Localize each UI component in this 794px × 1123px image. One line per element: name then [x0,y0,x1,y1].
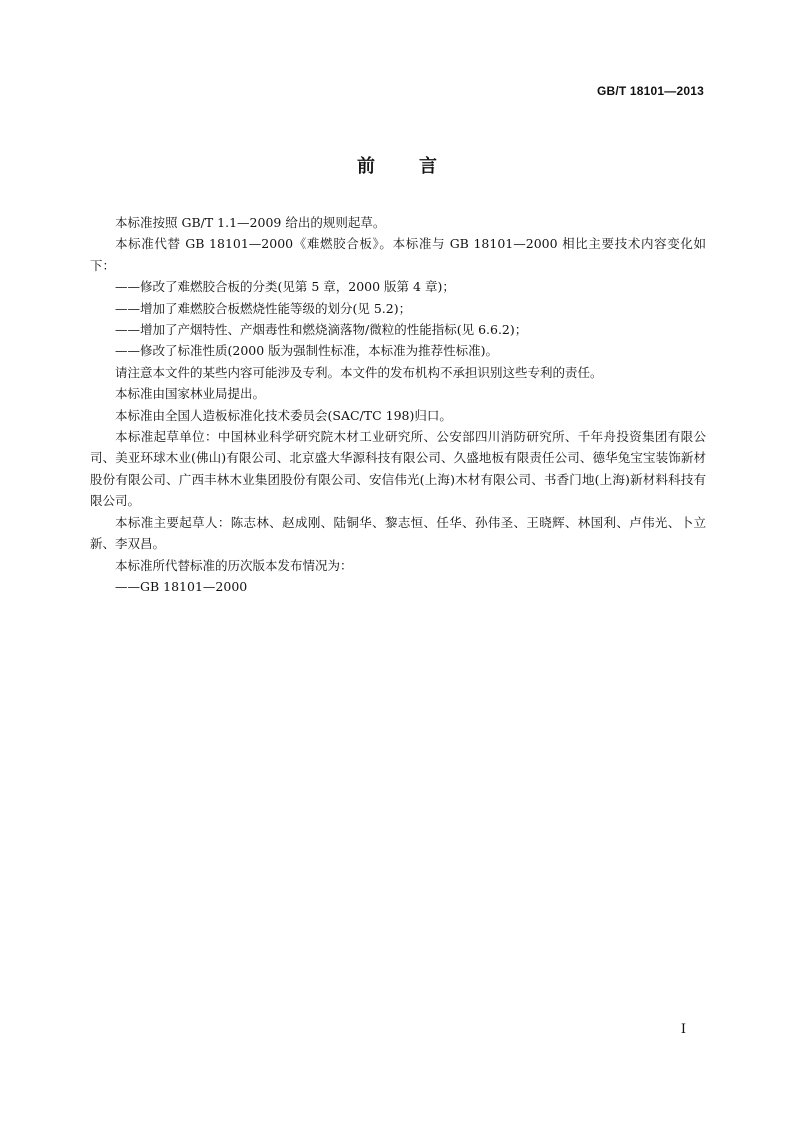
change-item-2: ——增加了难燃胶合板燃烧性能等级的划分(见 5.2)； [115,300,412,316]
paragraph-drafting-rules: 本标准按照 GB/T 1.1—2009 给出的规则起草。 [115,215,386,230]
title-char-1: 前 [357,156,375,177]
change-item-3: ——增加了产烟特性、产烟毒性和燃烧滴落物/微粒的性能指标(见 6.6.2)； [115,322,528,338]
title-char-2: 言 [419,156,437,177]
foreword-body [90,212,706,597]
paragraph-drafters: 本标准主要起草人：陈志林、赵成刚、陆铜华、黎志恒、任华、孙伟圣、王晓辉、林国利、卢伟光、卜立新、李双昌。 [90,514,706,552]
paragraph-proposed-by: 本标准由国家林业局提出。 [115,386,266,402]
page-title [0,152,794,178]
change-item-1: ——修改了难燃胶合板的分类(见第 5 章，2000 版第 4 章)； [115,279,455,295]
paragraph-previous-editions: 本标准所代替标准的历次版本发布情况为： [115,557,353,573]
paragraph-replacement: 本标准代替 GB 18101—2000《难燃胶合板》。本标准与 GB 18101—2000 相比主要技术内容变化如下： [90,236,706,273]
paragraph-under-jurisdiction: 本标准由全国人造板标准化技术委员会(SAC/TC 198)归口。 [115,407,452,423]
paragraph-patent-notice: 请注意本文件的某些内容可能涉及专利。本文件的发布机构不承担识别这些专利的责任。 [115,364,603,380]
page-number: I [680,1022,686,1037]
previous-edition-item: ——GB 18101—2000 [115,578,248,594]
standard-code-header: GB/T 18101—2013 [596,84,704,98]
paragraph-drafting-units: 本标准起草单位：中国林业科学研究院木材工业研究所、公安部四川消防研究所、千年舟投资集团有限公司、美亚环球木业(佛山)有限公司、北京盛大华源科技有限公司、久盛地板有限责任公司、德华兔宝宝装饰新材股份有限公司、广西丰林木业集团股份有限公司、安信伟光(上海)木材有限公司、书香门地(上海)新材料科技有限公司。 [90,429,706,509]
change-item-4: ——修改了标准性质(2000 版为强制性标准，本标准为推荐性标准)。 [115,343,499,359]
